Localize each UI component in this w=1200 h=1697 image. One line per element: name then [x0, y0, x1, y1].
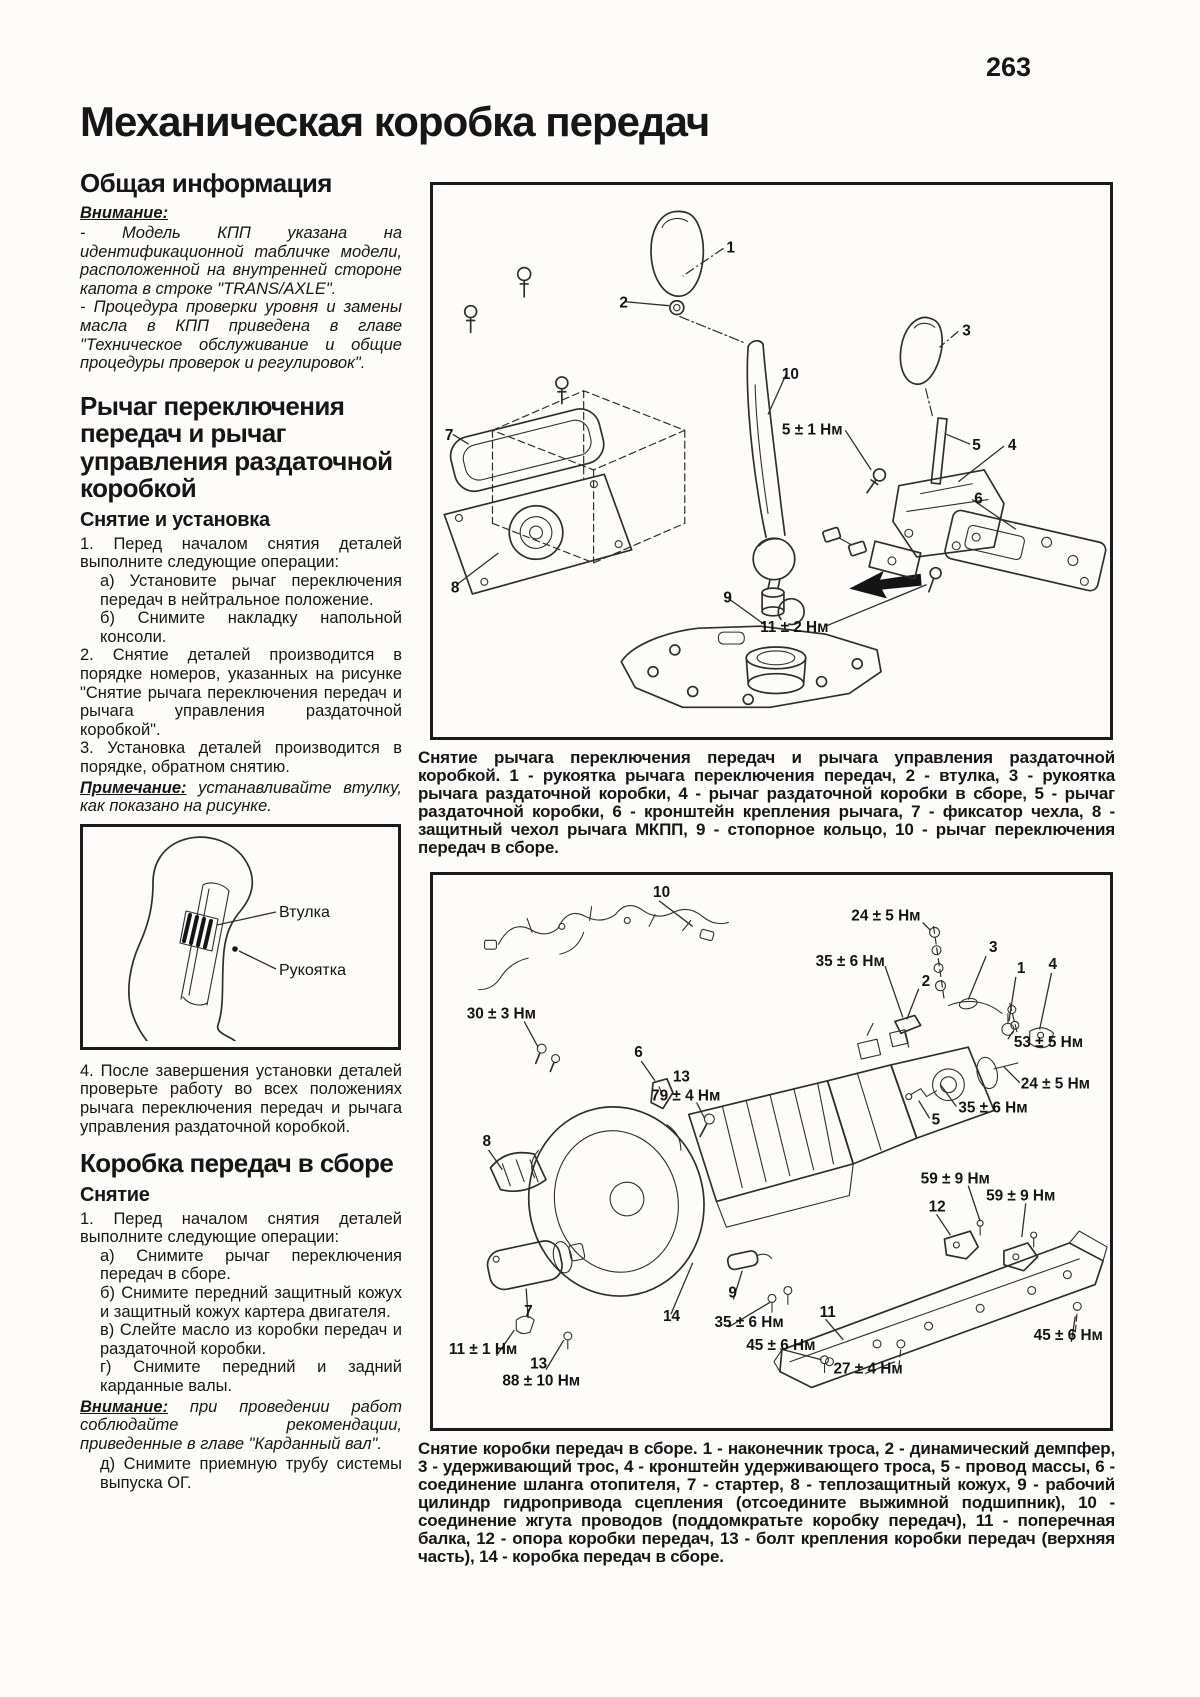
clutch-slave-cylinder [727, 1247, 773, 1271]
figure1-box [430, 182, 1113, 740]
knob-diagram [83, 827, 392, 1041]
subheading-removal-installation: Снятие и установка [80, 508, 270, 531]
section-heading-gearbox-assembly: Коробка передач в сборе [80, 1148, 394, 1179]
transfer-knob [894, 314, 947, 388]
figure-label: 7 [444, 427, 454, 445]
starter-motor [485, 1233, 588, 1292]
step-line: а) Снимите рычаг переключения передач в сборе. [100, 1246, 402, 1284]
direction-arrow-icon [849, 571, 921, 599]
figure-label: Рукоятка [279, 961, 346, 979]
figure-label: Втулка [279, 903, 330, 921]
shift-lever-diagram [433, 185, 1110, 737]
figure-label: 4 [1048, 955, 1058, 973]
note-label: Примечание: [80, 778, 187, 797]
warning-text-2: при проведении работ соблюдайте рекомендации, приведенные в главе "Карданный вал". [80, 1397, 403, 1453]
bolt-icon [924, 566, 943, 593]
figure-label: 8 [450, 579, 460, 597]
figure-label: 11 ± 1 Нм [448, 1340, 518, 1358]
figure-label: 10 [781, 365, 799, 383]
bolt-icon [465, 268, 568, 404]
step-line: б) Снимите передний защитный кожух и защитный кожух картера двигателя. [100, 1284, 402, 1321]
figure-label: 10 [653, 883, 671, 901]
note-text: устанавливайте втулку, как показано на рисунке. [80, 778, 402, 816]
figure-label: 4 [1007, 437, 1017, 455]
section-heading-shift-lever: Рычаг переключения передач и рычаг управления раздаточной коробкой [80, 390, 393, 504]
step-line: 2. Снятие деталей производится в порядке номеров, указанных на рисунке "Снятие рычага переключения передач и рычага управления раздаточной коробкой". [80, 646, 402, 739]
warning-label-2: Внимание: [80, 1397, 169, 1416]
knob-drawing [129, 837, 252, 1041]
page-number: 263 [986, 52, 1032, 82]
figure-label: 12 [928, 1198, 946, 1216]
inset-figure-knob [80, 824, 401, 1050]
figure-label: 59 ± 9 Нм [920, 1170, 990, 1188]
step-line: - Модель КПП указана на идентификационной табличке модели, расположенной на внутренней стороне капота в строке "TRANS/AXLE". [80, 224, 402, 298]
figure-label: 6 [634, 1044, 643, 1062]
figure-label: 88 ± 10 Нм [502, 1372, 581, 1390]
figure-label: 5 [931, 1111, 941, 1129]
figure-label: 53 ± 5 Нм [1013, 1034, 1084, 1052]
warning-block-header [80, 204, 402, 223]
page-title: Механическая коробка передач [80, 98, 710, 145]
figure2-leader-lines [489, 901, 1076, 1374]
bolt-icon [862, 467, 888, 496]
figure1-caption: Снятие рычага переключения передач и рычага управления раздаточной коробкой. 1 - рукоятка рычага переключения передач, 2 - втулка, 3 - рукоятка рычага раздаточной коробки, 4 - рычаг раздаточной коробки в сборе, 5 - рычаг раздаточной коробки, 6 - кронштейн крепления рычага, 7 - фиксатор чехла, 8 - защитный чехол рычага МКПП, 9 - стопорное кольцо, 10 - рычаг переключения передач в сборе. [418, 748, 1115, 857]
step-4-text: 4. После завершения установки деталей проверьте работу во всех положениях рычага переключения передач и рычага управления раздаточной коробкой. [80, 1061, 402, 1136]
figure-label: 11 [819, 1304, 836, 1322]
figure2-box [430, 872, 1113, 1431]
gearbox-last-steps [80, 1455, 402, 1492]
step-line: 3. Установка деталей производится в порядке, обратном снятию. [80, 739, 402, 776]
figure-label: 79 ± 4 Нм [651, 1087, 721, 1105]
figure-label: 7 [524, 1303, 533, 1321]
warning-items [80, 224, 402, 373]
step-line: 1. Перед началом снятия деталей выполните следующие операции: [80, 1209, 402, 1247]
figure-label: 35 ± 6 Нм [958, 1099, 1028, 1117]
step-line: г) Снимите передний и задний карданные валы. [100, 1358, 402, 1395]
figure-label: 1 [1016, 959, 1026, 977]
figure-label: 24 ± 5 Нм [851, 907, 921, 925]
figure2-labels [449, 884, 1103, 1390]
transfer-lever [931, 418, 947, 484]
figure-label: 35 ± 6 Нм [714, 1314, 784, 1332]
right-column [418, 182, 1115, 1566]
left-column [80, 164, 402, 1493]
figure-label: 3 [989, 939, 998, 957]
subheading-removal: Снятие [80, 1183, 150, 1206]
figure-label: 9 [723, 589, 732, 607]
figure-label: 24 ± 5 Нм [1020, 1075, 1091, 1093]
figure-label: 13 [672, 1068, 690, 1086]
figure-label: 3 [962, 322, 971, 340]
transmission-art [479, 906, 1107, 1388]
shift-lever-steps [80, 535, 402, 777]
figure-label: 30 ± 3 Нм [466, 1005, 536, 1023]
figure-label: 45 ± 6 Нм [746, 1336, 816, 1354]
figure-label: 5 [972, 437, 981, 455]
figure-label: 5 ± 1 Нм [781, 421, 843, 439]
step-line: - Процедура проверки уровня и замены масла в КПП приведена в главе "Техническое обслуживание и общие процедуры проверок и регулировок". [80, 298, 402, 373]
step-line: в) Слейте масло из коробки передач и раздаточной коробки. [100, 1321, 402, 1358]
transmission-diagram [433, 875, 1110, 1428]
figure-label: 1 [726, 239, 735, 257]
figure-label: 6 [974, 490, 983, 508]
figure-label: 2 [619, 294, 628, 312]
warning-label: Внимание: [80, 203, 169, 222]
note-block [80, 779, 402, 816]
figure-label: 14 [662, 1308, 681, 1326]
warning-block-2 [80, 1398, 402, 1454]
figure-label: 11 ± 2 Нм [760, 619, 829, 637]
section-heading-general-info: Общая информация [80, 168, 332, 198]
figure2-caption: Снятие коробки передач в сборе. 1 - наконечник троса, 2 - динамический демпфер, 3 - удерживающий трос, 4 - кронштейн удерживающего троса, 5 - провод массы, 6 - соединение шланга отопителя, 7 - стартер, 8 - теплозащитный кожух, 9 - рабочий цилиндр гидропривода сцепления (отсоедините выжимной подшипник), 10 - соединение жгута проводов (поддомкратьте коробку передач), 11 - поперечная балка, 12 - опора коробки передач, 13 - болт крепления коробки передач (верхняя часть), 14 - коробка передач в сборе. [418, 1439, 1115, 1566]
figure-label: 35 ± 6 Нм [815, 953, 885, 971]
inset-figure-labels [279, 904, 346, 979]
figure-label: 8 [482, 1133, 492, 1151]
figure-label: 59 ± 9 Нм [986, 1187, 1056, 1205]
step-line: б) Снимите накладку напольной консоли. [100, 609, 402, 646]
gearbox-steps [80, 1210, 402, 1396]
figure-label: 27 ± 4 Нм [833, 1360, 903, 1378]
figure-label: 9 [728, 1284, 737, 1302]
bushing-hatch [184, 915, 211, 947]
step-line: 1. Перед началом снятия деталей выполните следующие операции: [80, 534, 402, 572]
figure-label: 45 ± 6 Нм [1033, 1326, 1103, 1344]
step-line: а) Установите рычаг переключения передач в нейтральное положение. [100, 572, 402, 609]
figure-label: 2 [921, 972, 931, 990]
figure-label: 13 [530, 1355, 548, 1373]
step-line: д) Снимите приемную трубу системы выпуска ОГ. [100, 1455, 402, 1492]
